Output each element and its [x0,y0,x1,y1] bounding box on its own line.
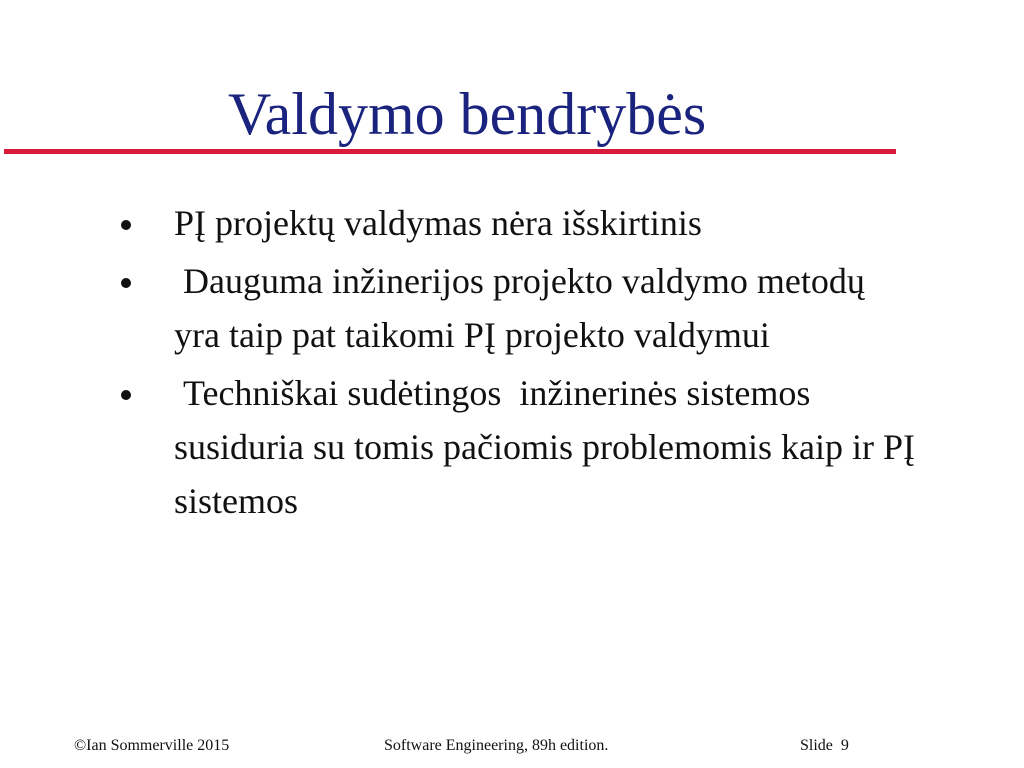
footer-book-title: Software Engineering, 89h edition. [384,737,609,754]
bullet-text: Dauguma inžinerijos projekto valdymo metodų yra taip pat taikomi PĮ projekto valdymui [174,261,874,355]
bullet-item [116,366,924,528]
bullet-text: Techniškai sudėtingos inžinerinės sistemos susiduria su tomis pačiomis problemomis kaip ir PĮ sistemos [174,373,924,521]
bullet-text: PĮ projektų valdymas nėra išskirtinis [174,203,702,243]
bullet-item [116,254,916,362]
bullet-dot-icon [121,390,131,400]
title-underline [4,149,896,154]
footer-copyright: ©Ian Sommerville 2015 [74,737,230,754]
bullet-dot-icon [121,220,131,230]
slide-title: Valdymo bendrybės [228,81,707,147]
bullet-list [116,196,924,532]
bullet-dot-icon [121,278,131,288]
footer-slide-number: Slide 9 [800,737,849,754]
bullet-item [116,196,916,250]
